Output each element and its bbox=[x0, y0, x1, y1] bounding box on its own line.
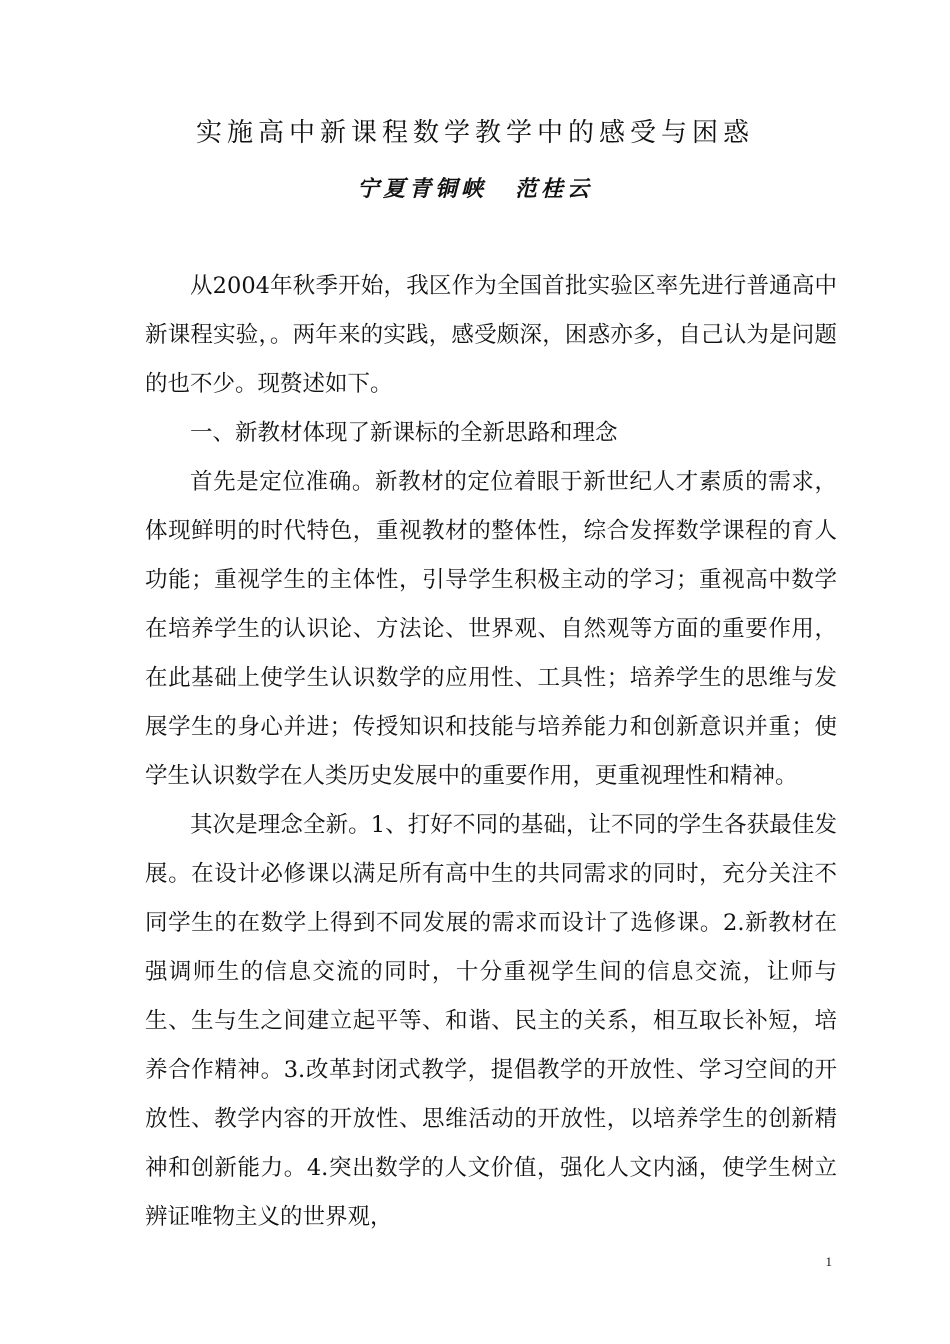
document-title: 实施高中新课程数学教学中的感受与困惑 bbox=[195, 118, 754, 148]
paragraph-positioning: 首先是定位准确。新教材的定位着眼于新世纪人才素质的需求，体现鲜明的时代特色，重视教材的整体性，综合发挥数学课程的育人功能；重视学生的主体性，引导学生积极主动的学习；重视高中数学在培养学生的认识论、方法论、世界观、自然观等方面的重要作用，在此基础上使学生认识数学的应用性、工具性；培养学生的思维与发展学生的身心并进；传授知识和技能与培养能力和创新意识并重；使学生认识数学在人类历史发展中的重要作用，更重视理性和精神。 bbox=[145, 469, 837, 789]
author-line bbox=[0, 172, 950, 203]
page-number: 1 bbox=[825, 1254, 832, 1269]
paragraph-concepts: 其次是理念全新。1、打好不同的基础，让不同的学生各获最佳发展。在设计必修课以满足所有高中生的共同需求的同时，充分关注不同学生的在数学上得到不同发展的需求而设计了选修课。2.新教材在强调师生的信息交流的同时，十分重视学生间的信息交流，让师与生、生与生之间建立起平等、和谐、民主的关系，相互取长补短，培养合作精神。3.改革封闭式教学，提倡教学的开放性、学习空间的开放性、教学内容的开放性、思维活动的开放性，以培养学生的创新精神和创新能力。4.突出数学的人文价值，强化人文内涵，使学生树立辨证唯物主义的世界观， bbox=[145, 812, 837, 1230]
author-location: 宁夏青铜峡 bbox=[356, 176, 487, 202]
author-name: 范桂云 bbox=[515, 176, 594, 202]
document-body bbox=[145, 262, 837, 1242]
section-heading-1: 一、新教材体现了新课标的全新思路和理念 bbox=[190, 420, 618, 446]
paragraph-intro: 从2004年秋季开始，我区作为全国首批实验区率先进行普通高中新课程实验，。两年来的实践，感受颇深，困惑亦多，自己认为是问题的也不少。现赘述如下。 bbox=[145, 273, 837, 397]
